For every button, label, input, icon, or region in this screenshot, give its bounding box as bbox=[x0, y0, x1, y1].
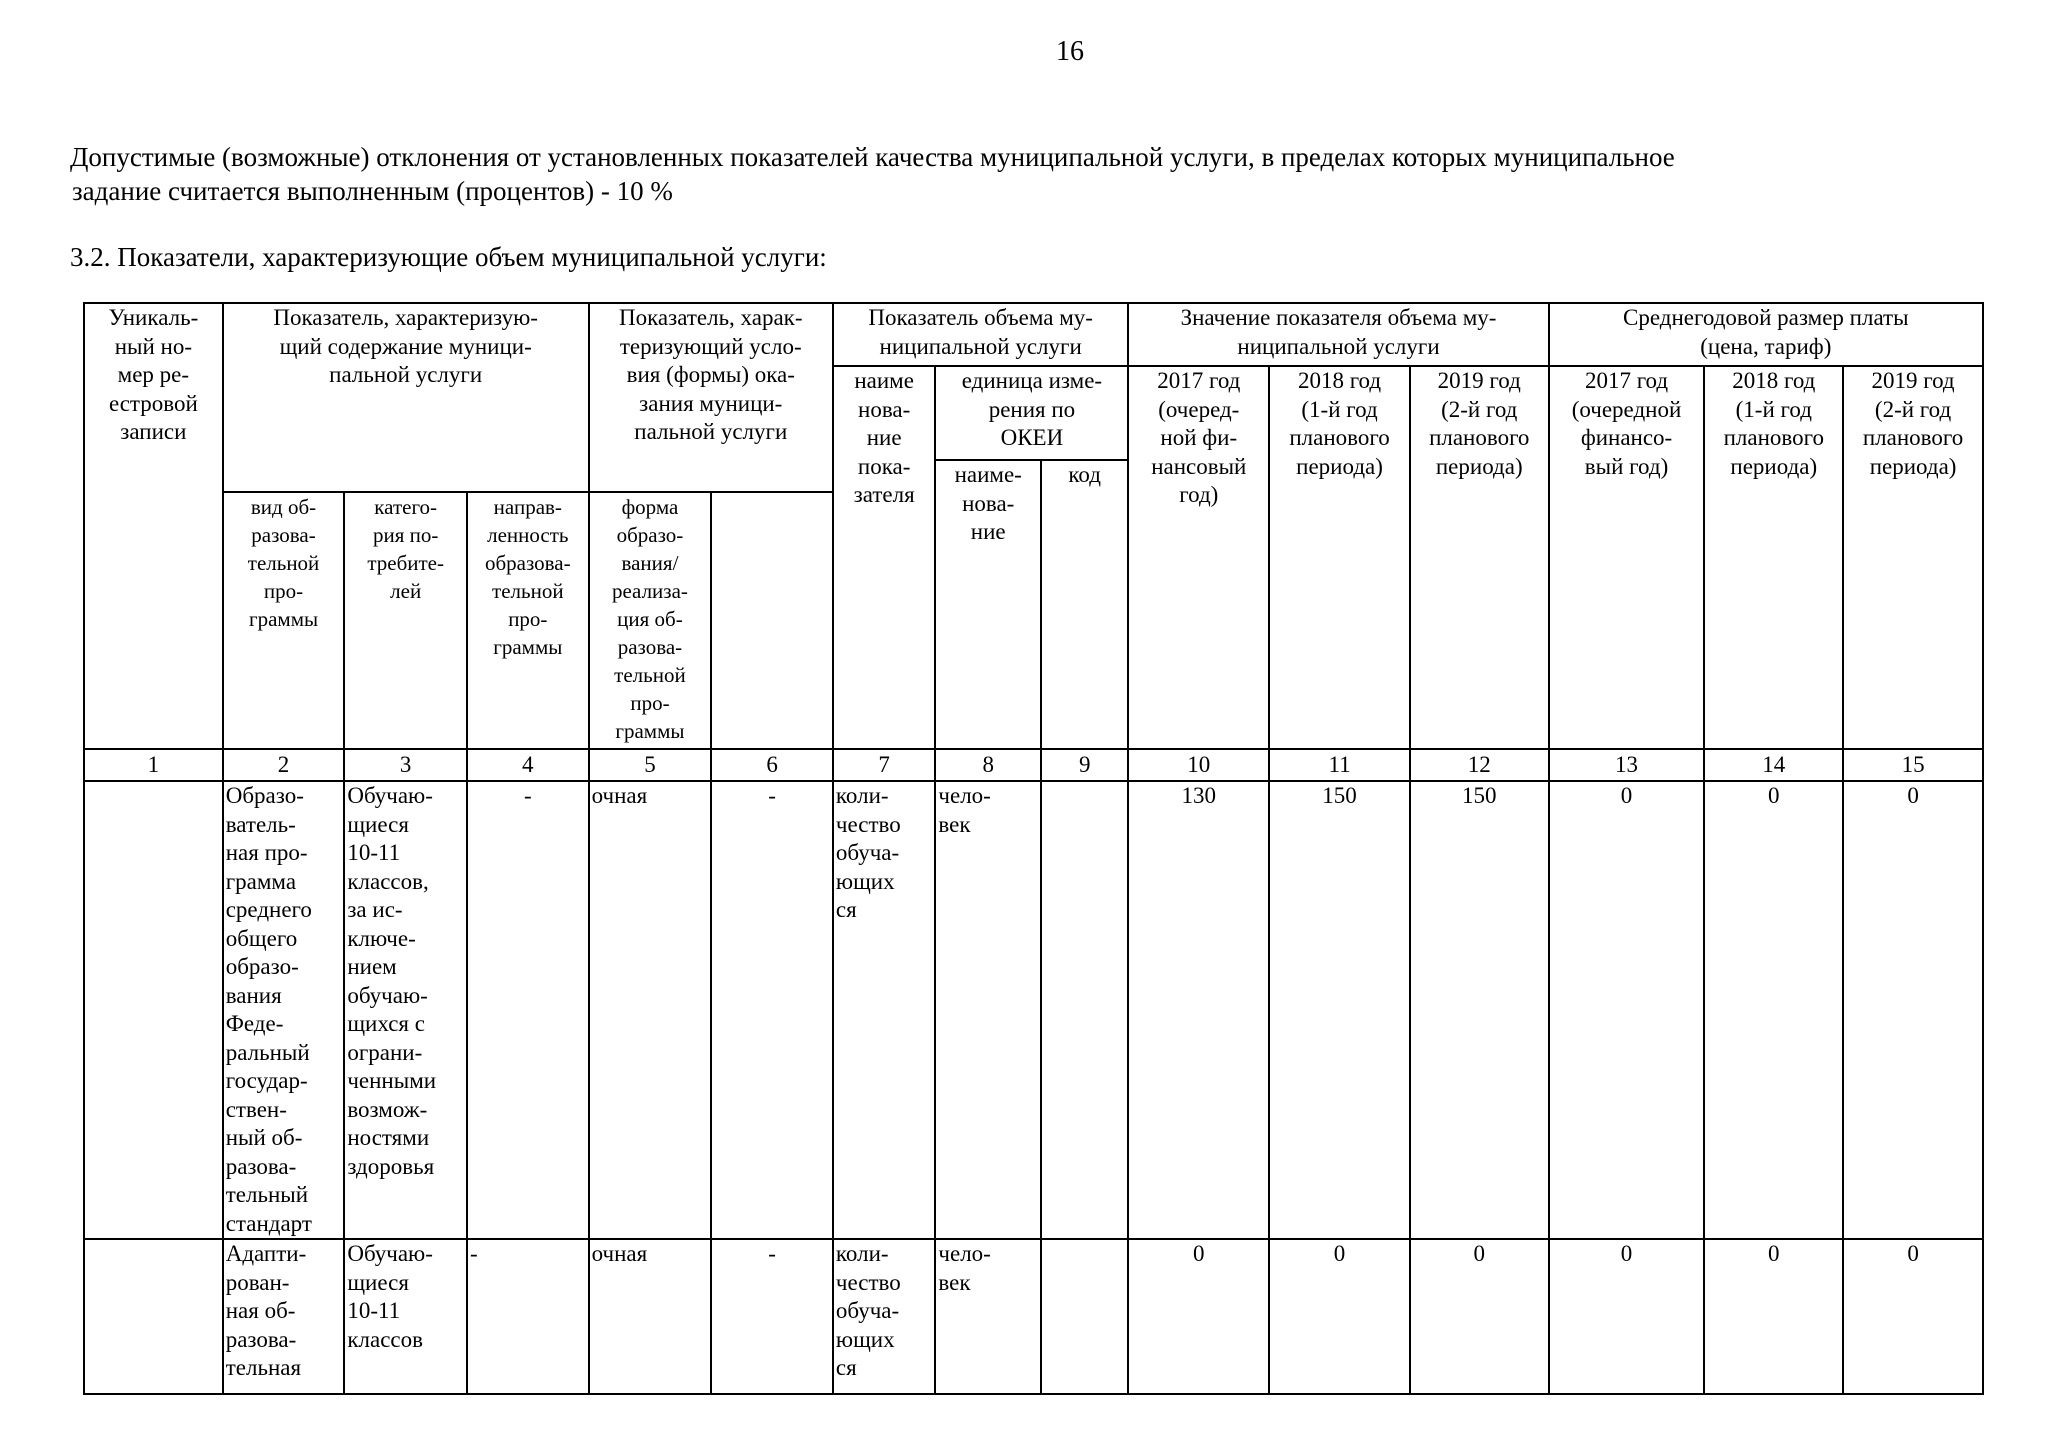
header-program-direction: направ- ленность образова- тельной про- граммы bbox=[467, 492, 589, 749]
cell-unit-code bbox=[1041, 1239, 1128, 1394]
cell-program-type: Образо- ватель- ная про- грамма среднего общего образо- вания Феде- ральный государ- ствен- ный об- разова- тельный стандарт bbox=[223, 781, 345, 1239]
column-number: 13 bbox=[1549, 749, 1705, 781]
cell-indicator-name: коли- чество обуча- ющих ся bbox=[833, 1239, 936, 1394]
table-row bbox=[84, 1239, 1983, 1394]
cell-registry-number bbox=[84, 781, 223, 1239]
cell-value-2018: 150 bbox=[1269, 781, 1410, 1239]
cell-program-direction: - bbox=[467, 1239, 589, 1394]
header-value-2017: 2017 год (очеред- ной фи- нансовый год) bbox=[1128, 366, 1269, 749]
intro-paragraph bbox=[70, 140, 1970, 208]
header-unit-name: наиме- нова- ние bbox=[935, 460, 1041, 749]
column-number: 10 bbox=[1128, 749, 1269, 781]
volume-indicators-table bbox=[83, 302, 1984, 1395]
column-number: 6 bbox=[711, 749, 833, 781]
cell-unit-code bbox=[1041, 781, 1128, 1239]
cell-fee-2018: 0 bbox=[1704, 781, 1843, 1239]
cell-value-2019: 150 bbox=[1410, 781, 1549, 1239]
cell-program-direction: - bbox=[467, 781, 589, 1239]
column-number: 9 bbox=[1041, 749, 1128, 781]
cell-unit-name: чело- век bbox=[935, 781, 1041, 1239]
cell-education-form: очная bbox=[589, 781, 712, 1239]
column-number: 4 bbox=[467, 749, 589, 781]
header-value-2018: 2018 год (1-й год планового периода) bbox=[1269, 366, 1410, 749]
column-number: 14 bbox=[1704, 749, 1843, 781]
cell-value-2017: 130 bbox=[1128, 781, 1269, 1239]
header-volume-indicator: Показатель объема му- ниципальной услуги bbox=[833, 303, 1129, 366]
header-indicator-name: наиме нова- ние пока- зателя bbox=[833, 366, 936, 749]
header-consumer-category: катего- рия по- требите- лей bbox=[344, 492, 467, 749]
header-program-type: вид об- разова- тельной про- граммы bbox=[223, 492, 345, 749]
cell-condition-other: - bbox=[711, 1239, 833, 1394]
header-annual-fee: Среднегодовой размер платы (цена, тариф) bbox=[1549, 303, 1983, 366]
cell-value-2019: 0 bbox=[1410, 1239, 1549, 1394]
cell-value-2018: 0 bbox=[1269, 1239, 1410, 1394]
cell-consumer-category: Обучаю- щиеся 10-11 классов, за ис- ключе- нием обучаю- щихся с ограни- ченными возмож- ностями здоровья bbox=[344, 781, 467, 1239]
section-heading: 3.2. Показатели, характеризующие объем муниципальной услуги: bbox=[70, 242, 827, 272]
header-fee-2017: 2017 год (очередной финансо- вый год) bbox=[1549, 366, 1705, 749]
header-fee-2019: 2019 год (2-й год планового периода) bbox=[1843, 366, 1983, 749]
cell-consumer-category: Обучаю- щиеся 10-11 классов bbox=[344, 1239, 467, 1394]
header-volume-value: Значение показателя объема му- ниципальной услуги bbox=[1128, 303, 1548, 366]
cell-fee-2019: 0 bbox=[1843, 781, 1983, 1239]
column-number: 11 bbox=[1269, 749, 1410, 781]
intro-line-1: Допустимые (возможные) отклонения от установленных показателей качества муниципальной услуги, в пределах которых муниципальное bbox=[70, 142, 1675, 172]
header-unit-code: код bbox=[1041, 460, 1128, 749]
cell-program-type: Адапти- рован- ная об- разова- тельная bbox=[223, 1239, 345, 1394]
table-row bbox=[84, 781, 1983, 1239]
cell-condition-other: - bbox=[711, 781, 833, 1239]
cell-fee-2017: 0 bbox=[1549, 1239, 1705, 1394]
cell-registry-number bbox=[84, 1239, 223, 1394]
column-number: 1 bbox=[84, 749, 223, 781]
header-content-indicator: Показатель, характеризую- щий содержание муници- пальной услуги bbox=[223, 303, 589, 492]
header-okei-unit: единица изме- рения по ОКЕИ bbox=[935, 366, 1128, 460]
column-number: 5 bbox=[589, 749, 712, 781]
page-number: 16 bbox=[1056, 36, 1084, 67]
header-value-2019: 2019 год (2-й год планового периода) bbox=[1410, 366, 1549, 749]
header-empty bbox=[711, 492, 833, 749]
cell-indicator-name: коли- чество обуча- ющих ся bbox=[833, 781, 936, 1239]
header-education-form: форма образо- вания/ реализа- ция об- разова- тельной про- граммы bbox=[589, 492, 712, 749]
header-fee-2018: 2018 год (1-й год планового периода) bbox=[1704, 366, 1843, 749]
column-number: 8 bbox=[935, 749, 1041, 781]
column-number: 12 bbox=[1410, 749, 1549, 781]
cell-value-2017: 0 bbox=[1128, 1239, 1269, 1394]
cell-fee-2019: 0 bbox=[1843, 1239, 1983, 1394]
cell-fee-2018: 0 bbox=[1704, 1239, 1843, 1394]
header-registry-number: Уникаль- ный но- мер ре- естровой записи bbox=[84, 303, 223, 749]
cell-fee-2017: 0 bbox=[1549, 781, 1705, 1239]
intro-line-2: задание считается выполненным (процентов) - 10 % bbox=[72, 176, 673, 206]
column-number: 2 bbox=[223, 749, 345, 781]
column-number: 15 bbox=[1843, 749, 1983, 781]
cell-education-form: очная bbox=[589, 1239, 712, 1394]
header-condition-indicator: Показатель, харак- теризующий усло- вия (формы) ока- зания муници- пальной услуги bbox=[589, 303, 833, 492]
column-number: 7 bbox=[833, 749, 936, 781]
cell-unit-name: чело- век bbox=[935, 1239, 1041, 1394]
column-number: 3 bbox=[344, 749, 467, 781]
